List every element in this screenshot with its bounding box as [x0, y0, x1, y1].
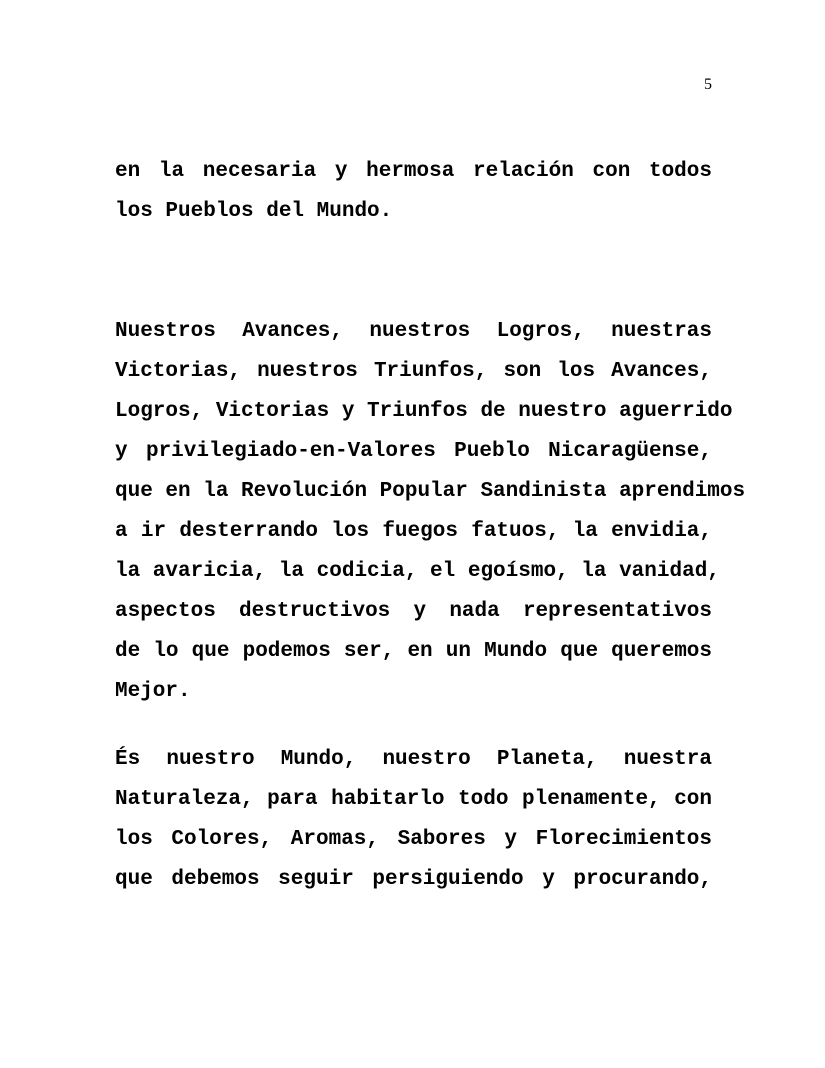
paragraph-line: aspectos destructivos y nada representativos	[115, 600, 712, 623]
paragraph-2	[115, 312, 746, 712]
paragraph-1	[115, 152, 712, 232]
paragraph-line: Victorias, nuestros Triunfos, son los Avances,	[115, 360, 712, 383]
paragraph-line: y privilegiado-en-Valores Pueblo Nicaragüense,	[115, 440, 712, 463]
paragraph-line: que en la Revolución Popular Sandinista aprendimos	[115, 480, 746, 503]
paragraph-line: És nuestro Mundo, nuestro Planeta, nuestra	[115, 748, 712, 771]
paragraph-line: en la necesaria y hermosa relación con todos	[115, 160, 712, 183]
paragraph-line: Nuestros Avances, nuestros Logros, nuestras	[115, 320, 712, 343]
paragraph-line: Logros, Victorias y Triunfos de nuestro aguerrido	[115, 400, 733, 423]
page-number: 5	[704, 76, 712, 93]
paragraph-line: los Pueblos del Mundo.	[115, 200, 393, 223]
paragraph-3	[115, 740, 712, 900]
paragraph-line: Mejor.	[115, 680, 191, 703]
paragraph-line: los Colores, Aromas, Sabores y Florecimientos	[115, 828, 712, 851]
paragraph-line: Naturaleza, para habitarlo todo plenamente, con	[115, 788, 712, 811]
paragraph-line: de lo que podemos ser, en un Mundo que queremos	[115, 640, 712, 663]
paragraph-line: a ir desterrando los fuegos fatuos, la envidia,	[115, 520, 712, 543]
paragraph-line: que debemos seguir persiguiendo y procurando,	[115, 868, 712, 891]
paragraph-line: la avaricia, la codicia, el egoísmo, la vanidad,	[115, 560, 720, 583]
